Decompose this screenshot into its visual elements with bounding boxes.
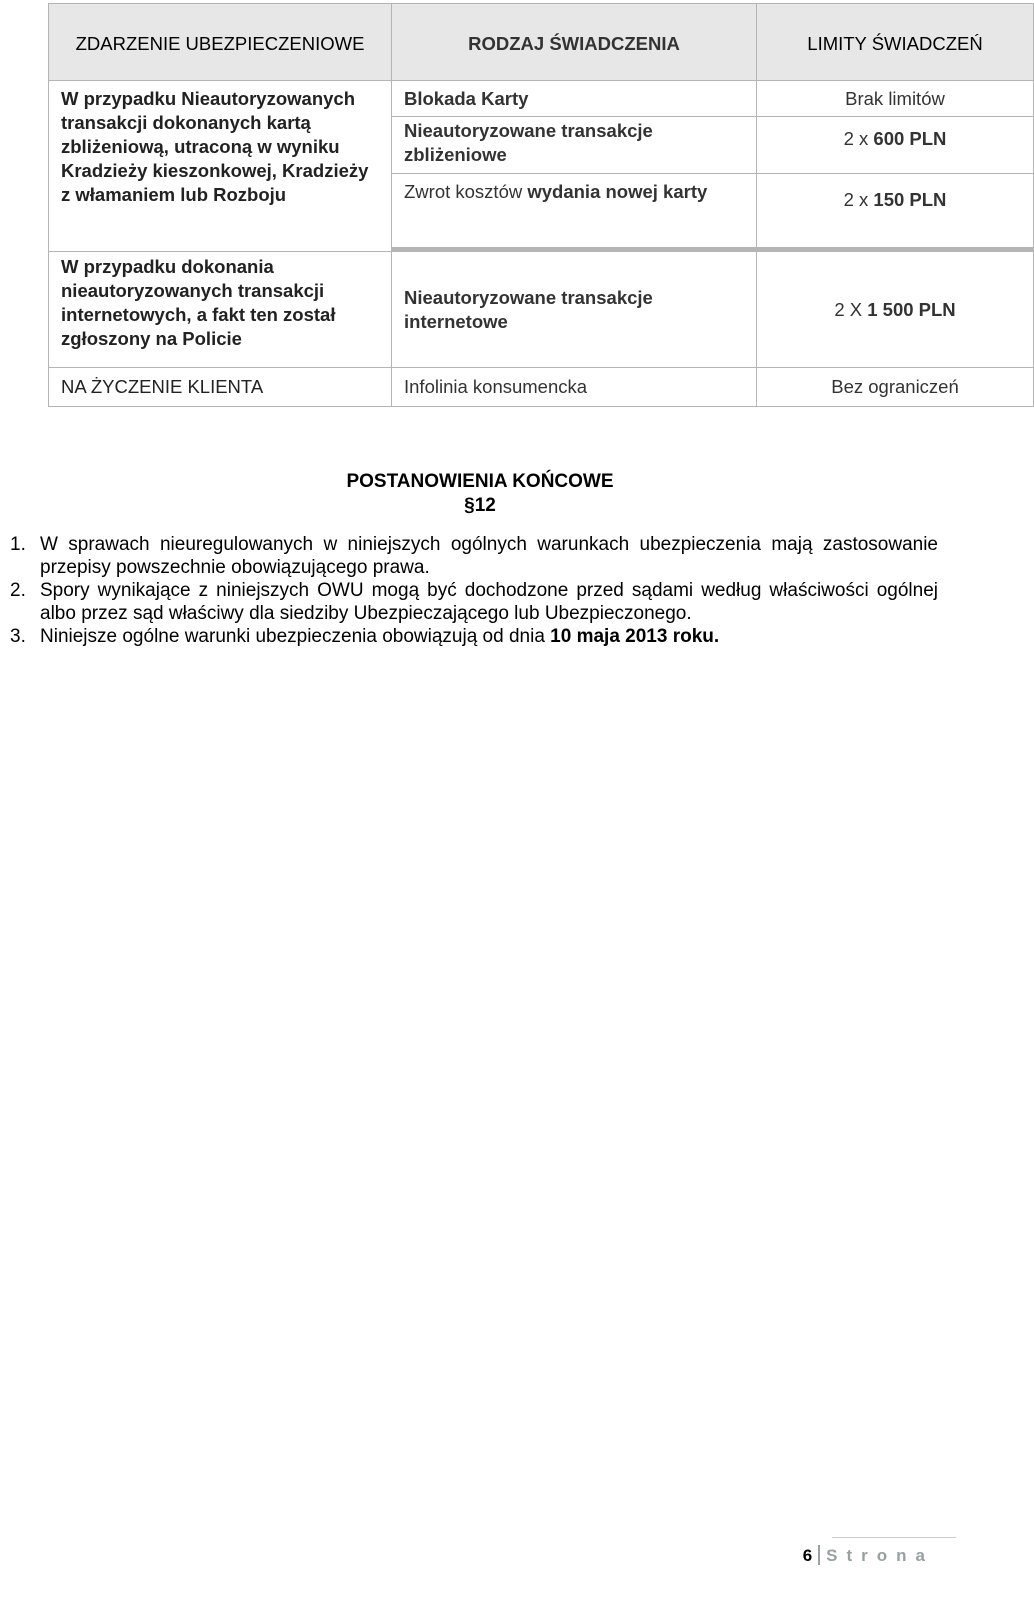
limit-new-card-prefix: 2 x — [843, 189, 874, 210]
list-item-number: 1. — [10, 534, 26, 555]
list-item-number: 2. — [10, 580, 26, 601]
event-card-text: W przypadku Nieautoryzowanych transakcji dokonanych kartą zbliżeniową, utraconą w wyniku Kradzieży kieszonkowej, Kradzieży z włamaniem lub Rozboju — [61, 88, 369, 205]
page-word: Strona — [826, 1546, 934, 1565]
footer-rule — [832, 1537, 956, 1538]
header-limit: LIMITY ŚWIADCZEŃ — [757, 4, 1034, 81]
footer-limit: Bez ograniczeń — [757, 368, 1034, 407]
limit-cell — [757, 81, 1034, 368]
final-provisions-list — [10, 533, 938, 648]
benefit-new-card-plain: Zwrot kosztów — [404, 181, 528, 202]
section-title: POSTANOWIENIA KOŃCOWE — [346, 471, 614, 492]
list-item-text: Niniejsze ogólne warunki ubezpieczenia obowiązują od dnia — [40, 626, 551, 647]
limit-contactless-value: 600 PLN — [873, 128, 947, 149]
table-body-row — [49, 81, 1034, 368]
footer-benefit: Infolinia konsumencka — [392, 368, 757, 407]
list-item-number: 3. — [10, 626, 26, 647]
page-number: 6 — [802, 1546, 813, 1565]
page-footer — [803, 1545, 934, 1566]
limit-contactless-prefix: 2 x — [843, 128, 874, 149]
benefit-contactless: Nieautoryzowane transakcje zbliżeniowe — [404, 120, 653, 165]
list-item-text: W sprawach nieuregulowanych w niniejszych ogólnych warunkach ubezpieczenia mają zastosowanie przepisy powszechnie obowiązującego prawa. — [40, 534, 938, 578]
limit-card-block: Brak limitów — [845, 88, 945, 109]
benefit-cell — [392, 81, 757, 368]
footer-divider — [818, 1545, 820, 1565]
benefit-new-card-bold: wydania nowej karty — [527, 181, 708, 202]
list-item — [10, 625, 938, 648]
limit-new-card-value: 150 PLN — [873, 189, 947, 210]
limit-internet-value: 1 500 PLN — [867, 299, 956, 320]
section-paragraph-number: 12 — [474, 495, 496, 516]
header-benefit: RODZAJ ŚWIADCZENIA — [392, 4, 757, 81]
benefit-card-block: Blokada Karty — [404, 88, 529, 109]
list-item — [10, 533, 938, 579]
event-cell — [49, 81, 392, 368]
table-footer-row — [49, 368, 1034, 407]
list-item-text: Spory wynikające z niniejszych OWU mogą być dochodzone przed sądami według właściwości ogólnej albo przez sąd właściwy dla siedziby Ubezpieczającego lub Ubezpieczonego. — [40, 580, 938, 624]
table-header-row — [49, 4, 1034, 81]
event-internet-text: W przypadku dokonania nieautoryzowanych transakcji internetowych, a fakt ten został zgłoszony na Policie — [61, 256, 336, 349]
header-event: ZDARZENIE UBEZPIECZENIOWE — [49, 4, 392, 81]
effective-date: 10 maja 2013 roku. — [550, 626, 720, 647]
footer-event: NA ŻYCZENIE KLIENTA — [49, 368, 392, 407]
benefit-internet: Nieautoryzowane transakcje internetowe — [404, 287, 653, 332]
limit-internet-prefix: 2 X — [834, 299, 868, 320]
section-paragraph: §12 — [464, 495, 496, 516]
benefits-table — [48, 3, 1034, 407]
list-item — [10, 579, 938, 625]
